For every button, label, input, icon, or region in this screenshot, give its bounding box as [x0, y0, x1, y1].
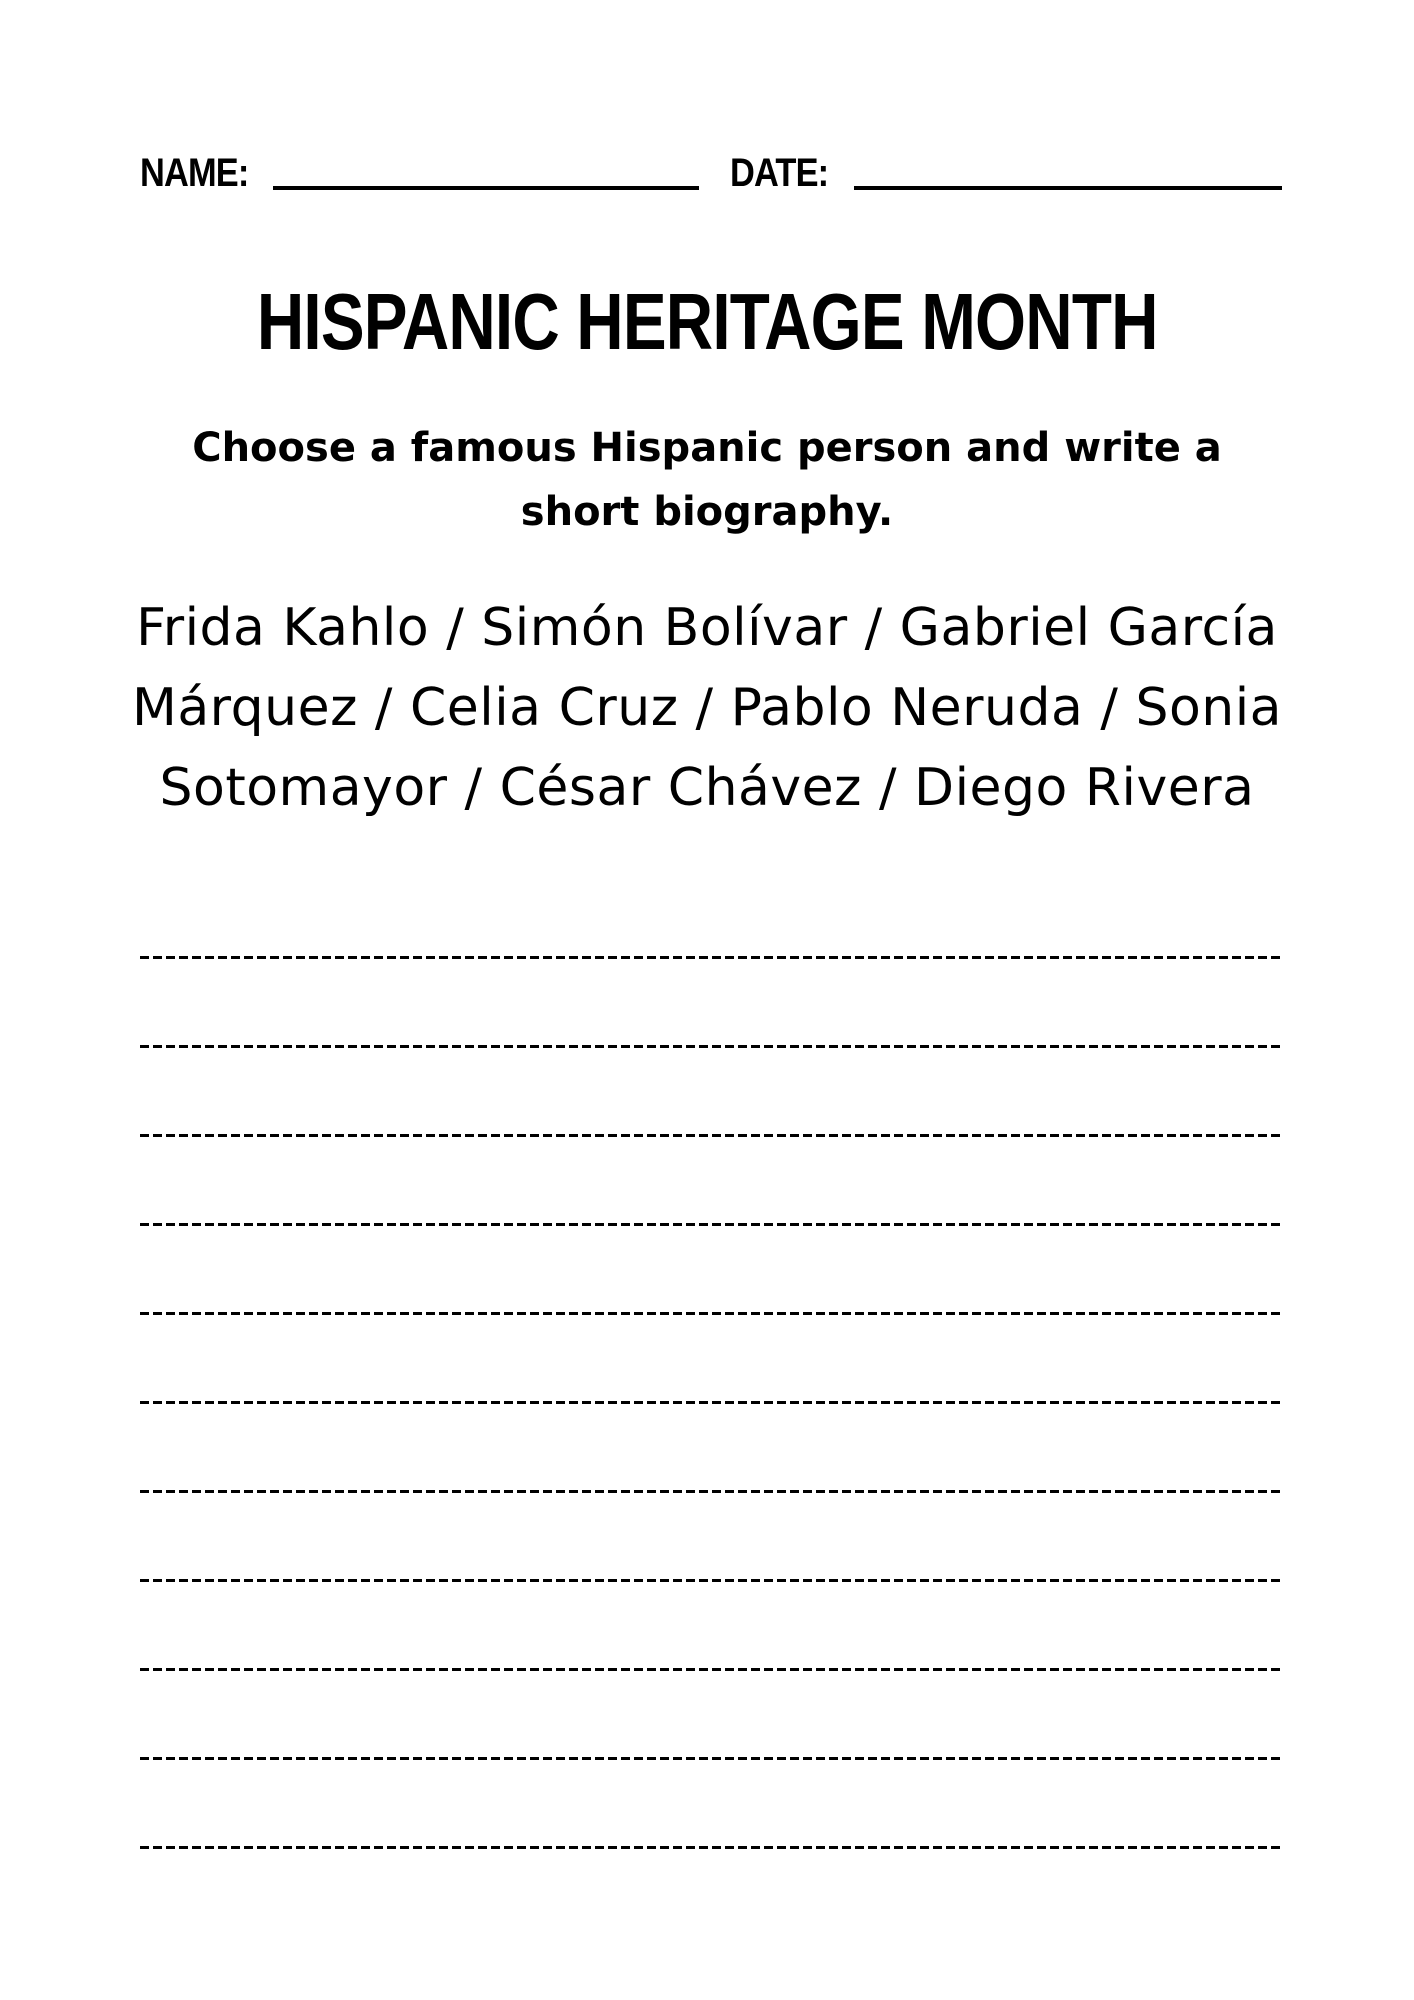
writing-line[interactable] — [140, 1401, 1282, 1490]
writing-line[interactable] — [140, 1045, 1282, 1134]
writing-line[interactable] — [140, 1668, 1282, 1757]
writing-line[interactable] — [140, 956, 1282, 1045]
writing-line[interactable] — [140, 1579, 1282, 1668]
date-field[interactable] — [854, 186, 1282, 190]
writing-line[interactable] — [140, 1490, 1282, 1579]
page-title — [0, 274, 1414, 370]
writing-line[interactable] — [140, 1846, 1282, 1935]
writing-area[interactable] — [140, 956, 1282, 1935]
date-label: DATE: — [730, 151, 829, 195]
writing-line[interactable] — [140, 1757, 1282, 1846]
writing-line[interactable] — [140, 1223, 1282, 1312]
writing-line[interactable] — [140, 1134, 1282, 1223]
name-label: NAME: — [140, 151, 249, 195]
page-title-text: HISPANIC HERITAGE MONTH — [256, 277, 1158, 366]
names-list: Frida Kahlo / Simón Bolívar / Gabriel García Márquez / Celia Cruz / Pablo Neruda / Sonia Sotomayor / César Chávez / Diego Rivera — [131, 598, 1283, 818]
writing-line[interactable] — [140, 1312, 1282, 1401]
instruction-text: Choose a famous Hispanic person and write a short biography. — [192, 425, 1222, 535]
name-field[interactable] — [273, 186, 699, 190]
header-row — [140, 148, 1282, 198]
